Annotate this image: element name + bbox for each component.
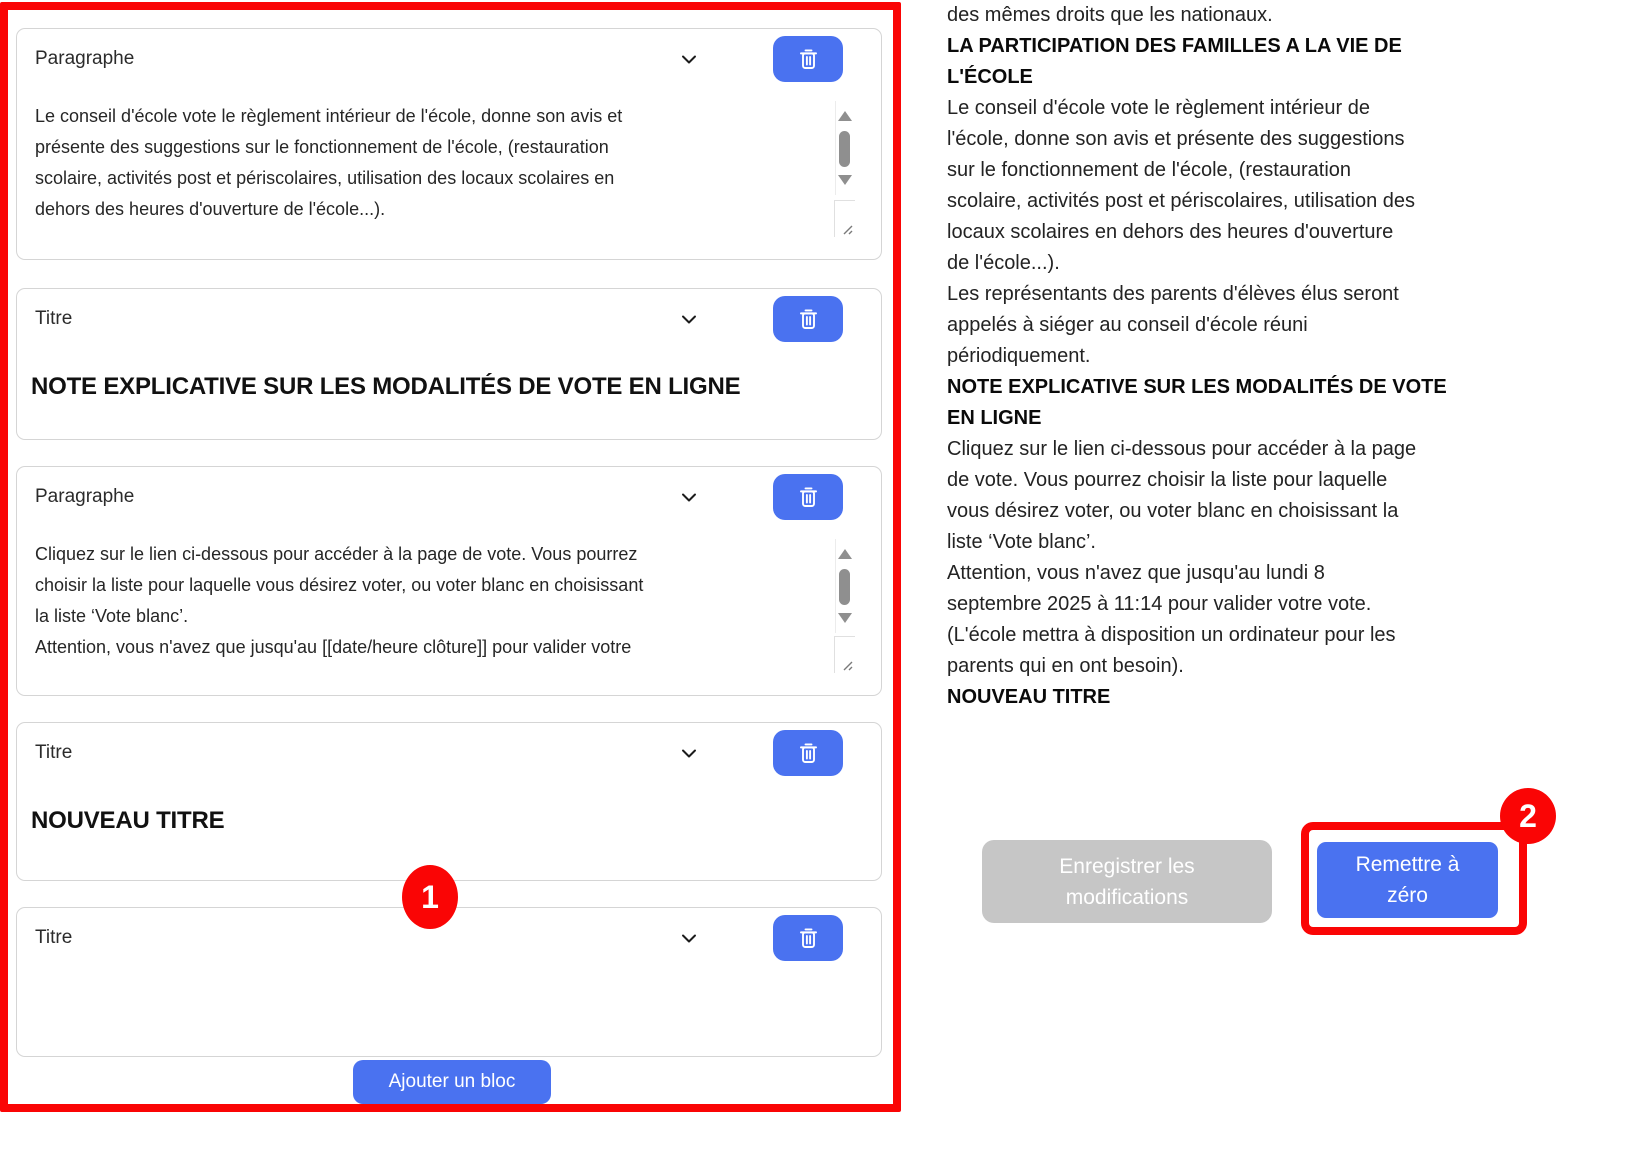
block-header <box>17 29 881 81</box>
block-type-label: Titre <box>35 927 73 948</box>
chevron-down-icon[interactable] <box>677 307 701 331</box>
preview-line: scolaire, activités post et périscolaires, utilisation des <box>947 190 1415 212</box>
annotation-step-1-badge: 1 <box>402 865 458 929</box>
paragraph-text: Cliquez sur le lien ci-dessous pour accéder à la page de vote. Vous pourrez choisir la liste pour laquelle vous désirez voter, ou voter blanc en choisissant la liste ‘Vote blanc’. Attention, vous n'avez que jusqu'au [[date/heure clôture]] pour valider votre <box>35 544 644 657</box>
reset-button[interactable]: Remettre à zéro <box>1317 842 1498 918</box>
scroll-down-arrow-icon[interactable] <box>838 175 852 185</box>
preview-line: septembre 2025 à 11:14 pour valider votre vote. <box>947 593 1372 615</box>
block-card-title <box>16 288 882 440</box>
preview-line: locaux scolaires en dehors des heures d'ouverture <box>947 221 1394 243</box>
block-header <box>17 467 881 519</box>
block-type-label: Paragraphe <box>35 48 135 69</box>
preview-line: liste ‘Vote blanc’. <box>947 531 1096 553</box>
block-header <box>17 723 881 775</box>
delete-block-button[interactable] <box>773 915 843 961</box>
block-card-paragraph <box>16 466 882 696</box>
delete-block-button[interactable] <box>773 730 843 776</box>
resize-handle[interactable] <box>834 636 855 673</box>
preview-line: EN LIGNE <box>947 407 1042 429</box>
preview-line: périodiquement. <box>947 345 1091 367</box>
preview-line: Les représentants des parents d'élèves élus seront <box>947 283 1399 305</box>
preview-line: appelés à siéger au conseil d'école réuni <box>947 314 1308 336</box>
delete-block-button[interactable] <box>773 474 843 520</box>
textarea-scrollbar[interactable] <box>835 101 855 195</box>
chevron-down-icon[interactable] <box>677 741 701 765</box>
preview-line: L'ÉCOLE <box>947 66 1033 88</box>
title-input[interactable]: NOTE EXPLICATIVE SUR LES MODALITÉS DE VOTE EN LIGNE <box>31 373 741 400</box>
preview-line: vous désirez voter, ou voter blanc en choisissant la <box>947 500 1399 522</box>
preview-line: NOTE EXPLICATIVE SUR LES MODALITÉS DE VOTE <box>947 376 1447 398</box>
chevron-down-icon[interactable] <box>677 47 701 71</box>
block-header <box>17 908 881 960</box>
preview-line: Attention, vous n'avez que jusqu'au lundi 8 <box>947 562 1325 584</box>
title-input[interactable]: NOUVEAU TITRE <box>31 807 225 834</box>
preview-line: (L'école mettra à disposition un ordinateur pour les <box>947 624 1396 646</box>
preview-line: de l'école...). <box>947 252 1060 274</box>
paragraph-textarea[interactable] <box>35 99 855 237</box>
preview-heading <box>947 31 1547 93</box>
trash-icon <box>797 307 820 332</box>
preview-line: parents qui en ont besoin). <box>947 655 1184 677</box>
preview-line: LA PARTICIPATION DES FAMILLES A LA VIE DE <box>947 35 1402 57</box>
preview-line: Cliquez sur le lien ci-dessous pour accéder à la page <box>947 438 1417 460</box>
trash-icon <box>797 926 820 951</box>
preview-panel <box>947 0 1547 713</box>
preview-line: Le conseil d'école vote le règlement intérieur de <box>947 97 1370 119</box>
preview-paragraph <box>947 620 1547 682</box>
resize-grip-icon <box>840 658 854 672</box>
scroll-up-arrow-icon[interactable] <box>838 549 852 559</box>
block-editor-panel <box>0 2 901 1112</box>
block-card-title <box>16 722 882 881</box>
resize-handle[interactable] <box>834 200 855 237</box>
block-type-label: Paragraphe <box>35 486 135 507</box>
trash-icon <box>797 741 820 766</box>
scroll-up-arrow-icon[interactable] <box>838 111 852 121</box>
preview-heading <box>947 372 1547 434</box>
preview-line: l'école, donne son avis et présente des suggestions <box>947 128 1405 150</box>
trash-icon <box>797 485 820 510</box>
preview-heading <box>947 682 1547 713</box>
chevron-down-icon[interactable] <box>677 926 701 950</box>
preview-line: NOUVEAU TITRE <box>947 686 1111 708</box>
preview-paragraph <box>947 279 1547 372</box>
block-card-paragraph <box>16 28 882 260</box>
preview-paragraph <box>947 93 1547 279</box>
save-modifications-button[interactable]: Enregistrer les modifications <box>982 840 1272 923</box>
scroll-down-arrow-icon[interactable] <box>838 613 852 623</box>
delete-block-button[interactable] <box>773 296 843 342</box>
delete-block-button[interactable] <box>773 36 843 82</box>
annotation-step-2-badge: 2 <box>1500 788 1556 844</box>
block-card-title <box>16 907 882 1057</box>
preview-line: sur le fonctionnement de l'école, (restauration <box>947 159 1352 181</box>
scrollbar-thumb[interactable] <box>839 131 850 167</box>
textarea-scrollbar[interactable] <box>835 539 855 633</box>
chevron-down-icon[interactable] <box>677 485 701 509</box>
preview-paragraph <box>947 0 1547 31</box>
preview-paragraph <box>947 434 1547 558</box>
block-type-label: Titre <box>35 742 73 763</box>
paragraph-textarea[interactable] <box>35 537 855 673</box>
preview-line: de vote. Vous pourrez choisir la liste pour laquelle <box>947 469 1388 491</box>
resize-grip-icon <box>840 222 854 236</box>
paragraph-text: Le conseil d'école vote le règlement intérieur de l'école, donne son avis et présente des suggestions sur le fonctionnement de l'école, (restauration scolaire, activités post et périscolaires, utilisation des locaux scolaires en dehors des heures d'ouverture de l'école...). <box>35 106 623 219</box>
scrollbar-thumb[interactable] <box>839 569 850 605</box>
preview-paragraph <box>947 558 1547 620</box>
trash-icon <box>797 47 820 72</box>
block-type-label: Titre <box>35 308 73 329</box>
preview-line: des mêmes droits que les nationaux. <box>947 4 1273 26</box>
block-header <box>17 289 881 341</box>
add-block-button[interactable]: Ajouter un bloc <box>353 1060 551 1104</box>
